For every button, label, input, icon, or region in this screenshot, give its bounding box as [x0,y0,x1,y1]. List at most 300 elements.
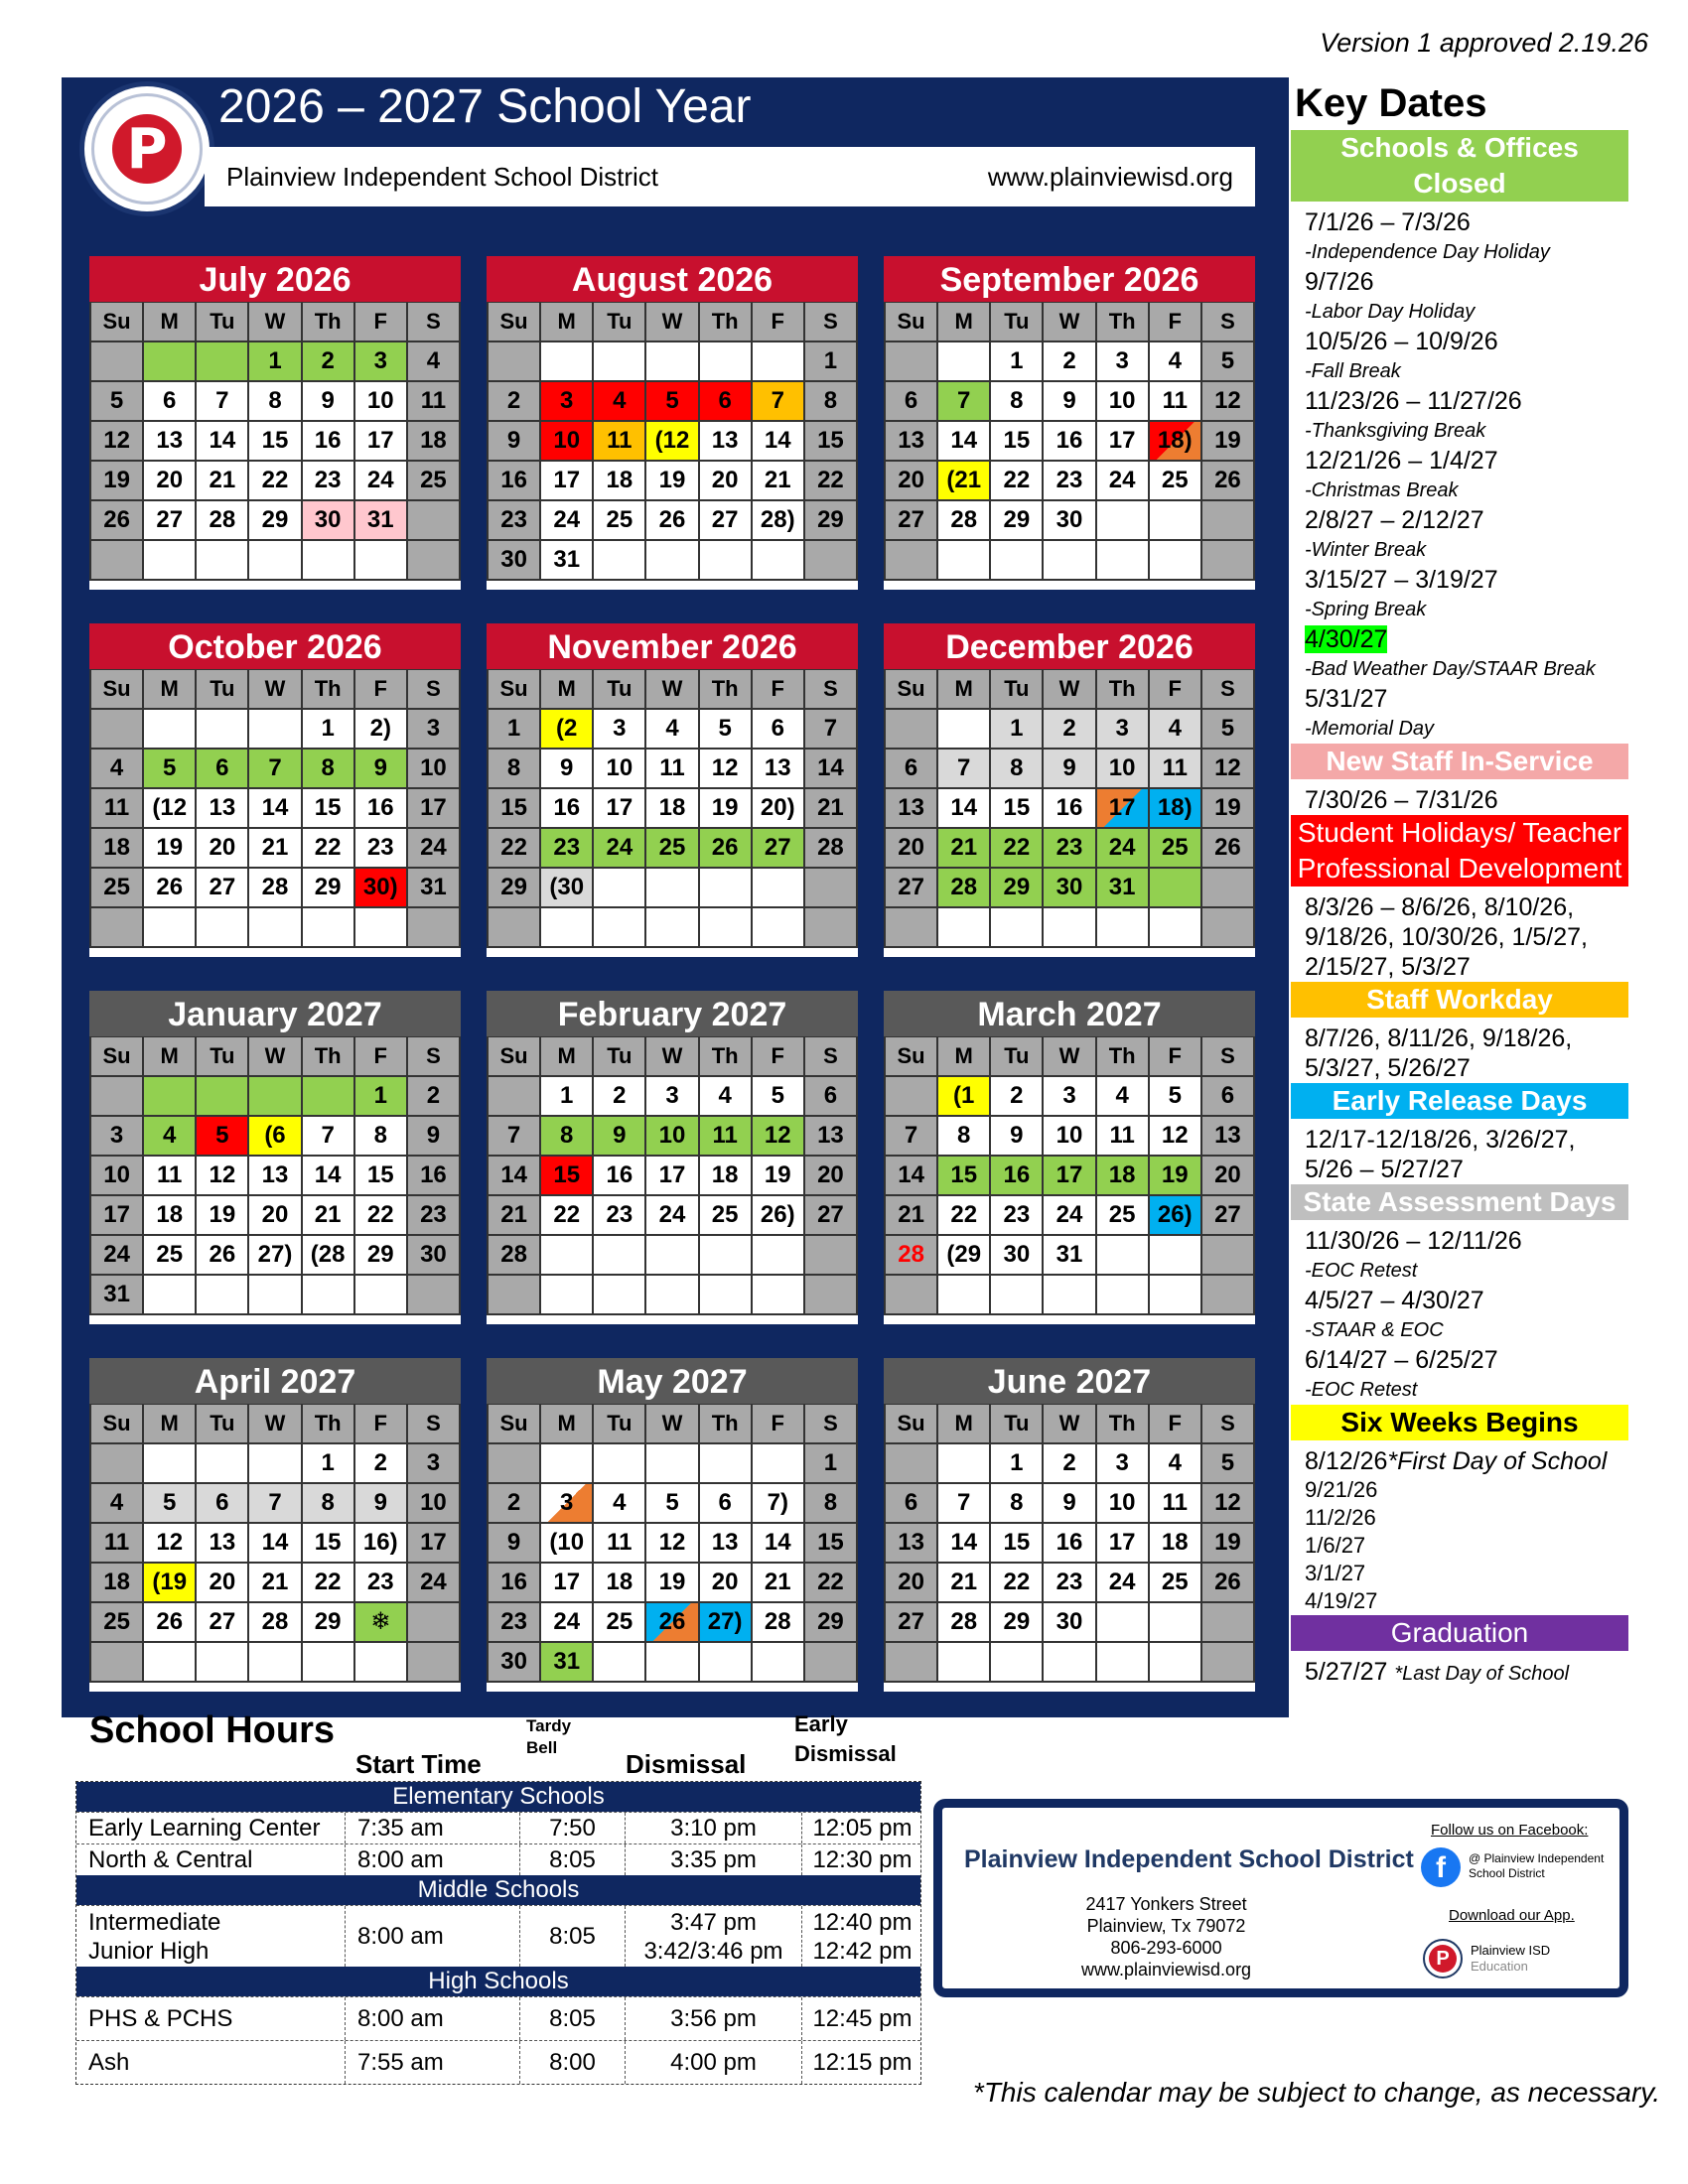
key-date: 12/21/26 – 1/4/27 [1305,447,1498,475]
month-1 [487,256,858,590]
day-header: M [937,669,990,709]
day-cell [143,341,196,381]
month-title: April 2027 [89,1358,461,1404]
day-cell [354,907,407,947]
day-cell [699,1275,752,1314]
day-cell: 3 [354,341,407,381]
day-header: W [1043,669,1095,709]
school-name: Junior High [88,1937,210,1965]
day-cell: 20 [196,828,248,868]
holiday-dates: 8/3/26 – 8/6/26, 8/10/26, 9/18/26, 10/30/26, 1/5/27, 2/15/27, 5/3/27 [1305,893,1588,981]
day-cell: 23 [1043,1563,1095,1602]
early-time: 12:45 pm [801,1997,922,2040]
day-header: Th [302,302,354,341]
day-cell: 11 [1149,381,1201,421]
day-cell [354,1275,407,1314]
day-cell: 14 [885,1156,937,1195]
day-cell: 19 [752,1156,804,1195]
day-cell [540,1235,593,1275]
day-cell: 11 [90,1523,143,1563]
day-cell: 6 [885,381,937,421]
month-title: June 2027 [884,1358,1255,1404]
day-cell: (28 [302,1235,354,1275]
day-cell: 19 [645,461,698,500]
day-cell [593,341,645,381]
day-header: Th [1096,1404,1149,1443]
legend-student-holidays: Student Holidays/ Teacher Professional Development [1291,815,1628,887]
day-cell: 17 [90,1195,143,1235]
day-cell: 4 [1149,1443,1201,1483]
month-grid [487,1404,858,1683]
day-header: Th [699,1036,752,1076]
day-header: Tu [196,1404,248,1443]
day-header: S [407,669,460,709]
contact-name: Plainview Independent School District [964,1845,1414,1873]
day-cell: 5 [752,1076,804,1116]
day-header: Th [1096,669,1149,709]
school-name: PHS & PCHS [88,2004,233,2032]
day-cell: 16 [488,1563,540,1602]
day-header: W [1043,1404,1095,1443]
key-dates-title: Key Dates [1295,81,1487,125]
key-date: 5/31/27 [1305,685,1388,713]
day-cell [1149,540,1201,580]
early-time: 12:42 pm [812,1937,913,1965]
day-cell: 13 [699,1523,752,1563]
legend-state-assessment: State Assessment Days [1291,1184,1628,1220]
day-cell: 29 [990,1602,1043,1642]
day-cell: 7 [302,1116,354,1156]
day-cell: 8 [488,749,540,788]
day-header: Th [302,1404,354,1443]
day-cell: 28 [248,868,301,907]
day-cell [990,1642,1043,1682]
day-cell [645,907,698,947]
day-cell: 4 [1096,1076,1149,1116]
day-header: F [354,1036,407,1076]
day-cell [302,1076,354,1116]
day-cell: 4 [1149,341,1201,381]
day-cell [937,1443,990,1483]
day-header: Su [488,1404,540,1443]
day-cell: 2 [1043,341,1095,381]
day-cell: 27 [196,868,248,907]
day-cell: 11 [1096,1116,1149,1156]
legend-early-release: Early Release Days [1291,1083,1628,1119]
day-cell [1201,540,1254,580]
day-cell: 18 [593,461,645,500]
day-cell: 21 [248,828,301,868]
day-cell [937,1275,990,1314]
day-cell: 3 [540,381,593,421]
key-date-note: -STAAR & EOC [1305,1319,1444,1341]
day-cell [699,1443,752,1483]
day-cell: 8 [302,749,354,788]
day-cell [699,1642,752,1682]
day-cell: 28 [804,828,857,868]
day-cell: 21 [248,1563,301,1602]
month-title: July 2026 [89,256,461,302]
day-cell [1096,500,1149,540]
day-cell: 21 [752,1563,804,1602]
dismissal-time: 3:42/3:46 pm [643,1937,783,1965]
day-cell: 25 [699,1195,752,1235]
early-time: 12:05 pm [801,1813,922,1843]
day-cell: 7 [937,1483,990,1523]
day-cell: 30 [1043,1602,1095,1642]
day-header: Tu [990,1404,1043,1443]
day-cell: 3 [593,709,645,749]
app-info [1471,1943,1550,1975]
day-cell [752,1235,804,1275]
day-cell: 3 [407,1443,460,1483]
day-cell: 11 [90,788,143,828]
day-header: Tu [593,1036,645,1076]
day-header: Su [885,1036,937,1076]
day-cell: 27 [752,828,804,868]
day-cell: 16 [540,788,593,828]
day-cell: 22 [990,1563,1043,1602]
day-cell [90,1642,143,1682]
day-cell: 16 [990,1156,1043,1195]
day-cell [407,1275,460,1314]
day-header: Su [90,302,143,341]
day-cell: 28 [937,1602,990,1642]
day-cell: 10 [645,1116,698,1156]
day-cell: 22 [937,1195,990,1235]
day-cell [196,540,248,580]
day-cell: 26 [645,500,698,540]
day-cell: 17 [1096,1523,1149,1563]
day-cell: 23 [407,1195,460,1235]
key-date-note: -EOC Retest [1305,1260,1418,1282]
day-cell [354,540,407,580]
day-cell: 14 [937,1523,990,1563]
day-header: Tu [196,302,248,341]
day-header: M [937,1404,990,1443]
dismissal-time: 4:00 pm [625,2041,801,2084]
day-cell: 10 [1096,381,1149,421]
day-cell [593,907,645,947]
day-cell [937,907,990,947]
day-cell: 23 [1043,828,1095,868]
facebook-label[interactable]: Follow us on Facebook: [1431,1822,1589,1839]
day-header: F [752,1036,804,1076]
day-cell [990,540,1043,580]
early-time: 12:30 pm [801,1844,922,1875]
six-weeks-date: 9/21/26 [1305,1477,1378,1502]
key-date: 6/14/27 – 6/25/27 [1305,1346,1498,1374]
day-cell: 15 [354,1156,407,1195]
facebook-icon[interactable]: f [1421,1847,1461,1887]
day-header: S [1201,1404,1254,1443]
school-hours-table [75,1781,921,2085]
day-cell: 27 [196,1602,248,1642]
day-cell: 12 [196,1156,248,1195]
day-cell: 25 [593,500,645,540]
day-cell: 2 [407,1076,460,1116]
district-website[interactable]: www.plainviewisd.org [987,161,1233,192]
day-cell: 22 [302,1563,354,1602]
day-cell [1149,1602,1201,1642]
day-cell: ❄ [354,1602,407,1642]
day-cell: (19 [143,1563,196,1602]
day-cell: 8 [302,1483,354,1523]
month-title: September 2026 [884,256,1255,302]
day-cell: 1 [488,709,540,749]
day-cell [90,341,143,381]
day-cell: 21 [196,461,248,500]
day-cell: 28 [937,868,990,907]
day-cell: 16 [1043,788,1095,828]
day-cell: 25 [143,1235,196,1275]
day-cell: 17 [1043,1156,1095,1195]
facebook-handle [1469,1851,1604,1881]
day-cell: 12 [1201,381,1254,421]
day-cell: 20 [143,461,196,500]
day-cell: 7 [196,381,248,421]
day-cell [196,1642,248,1682]
day-header: W [248,1404,301,1443]
workday-dates: 8/7/26, 8/11/26, 9/18/26, 5/3/27, 5/26/27 [1305,1024,1573,1082]
day-cell: 21 [752,461,804,500]
version-note: Version 1 approved 2.19.26 [1320,28,1648,58]
day-cell: 16 [1043,421,1095,461]
day-cell: 19 [1201,421,1254,461]
dismissal-time: 3:10 pm [625,1813,801,1843]
month-title: January 2027 [89,991,461,1036]
day-cell: 20 [804,1156,857,1195]
day-cell: 4 [593,1483,645,1523]
day-cell: 13 [752,749,804,788]
day-cell: 19 [1201,1523,1254,1563]
day-cell: 19 [143,828,196,868]
day-cell [804,540,857,580]
day-cell [143,907,196,947]
day-header: M [540,669,593,709]
day-cell [407,540,460,580]
day-cell: 5 [90,381,143,421]
day-cell: 6 [752,709,804,749]
day-header: S [804,1404,857,1443]
month-11 [884,1358,1255,1692]
day-cell [1149,907,1201,947]
day-cell: 9 [488,421,540,461]
day-cell: 22 [804,1563,857,1602]
footnote: *This calendar may be subject to change, as necessary. [972,2077,1660,2108]
day-cell: 19 [1201,788,1254,828]
day-header: Su [488,1036,540,1076]
day-cell: 28 [488,1235,540,1275]
day-cell: 17 [1096,421,1149,461]
day-cell: 3 [407,709,460,749]
day-cell: 19 [90,461,143,500]
school-name: Intermediate [88,1908,221,1936]
day-cell: 27 [885,1602,937,1642]
day-cell: 24 [593,828,645,868]
day-header: S [804,669,857,709]
day-cell: 15 [804,421,857,461]
day-header: W [645,302,698,341]
day-cell: 24 [1043,1195,1095,1235]
day-header: Su [90,1036,143,1076]
day-cell: 8 [540,1116,593,1156]
day-cell: 29 [354,1235,407,1275]
day-cell: 11 [143,1156,196,1195]
day-cell: 30 [990,1235,1043,1275]
day-cell: 23 [540,828,593,868]
district-logo [79,81,214,216]
day-cell [752,1443,804,1483]
day-cell: 1 [804,1443,857,1483]
day-header: M [143,1036,196,1076]
day-cell: 13 [885,788,937,828]
key-date-note: -Labor Day Holiday [1305,301,1476,323]
app-label[interactable]: Download our App. [1449,1907,1575,1924]
start-time: 8:00 am [345,1997,519,2040]
graduation-date: 5/27/27 [1305,1658,1388,1686]
day-cell: 20 [699,1563,752,1602]
day-cell: 28 [752,1602,804,1642]
tardy-time: 7:50 [519,1813,625,1843]
day-cell: 28 [937,500,990,540]
day-cell: 7 [804,709,857,749]
day-cell: 23 [1043,461,1095,500]
day-cell: (1 [937,1076,990,1116]
day-cell: 26) [752,1195,804,1235]
day-cell: 23 [593,1195,645,1235]
day-cell: 13 [1201,1116,1254,1156]
day-cell: 21 [488,1195,540,1235]
day-cell [937,341,990,381]
graduation-note: *Last Day of School [1394,1663,1570,1685]
day-cell [804,868,857,907]
six-weeks-date: 4/19/27 [1305,1588,1378,1613]
day-cell [196,1443,248,1483]
day-cell: 3 [1096,341,1149,381]
district-bar [205,147,1255,206]
day-cell [407,907,460,947]
day-cell: 17 [354,421,407,461]
day-cell [1149,500,1201,540]
day-header: W [645,1404,698,1443]
day-cell: 6 [196,749,248,788]
day-cell: 25 [1149,461,1201,500]
day-cell [937,1642,990,1682]
day-cell: 13 [804,1116,857,1156]
day-cell: 7 [752,381,804,421]
day-cell: 31 [407,868,460,907]
six-weeks-list [1291,1476,1628,1615]
high-rows [76,1996,920,2084]
day-cell: 23 [354,828,407,868]
day-header: Th [1096,302,1149,341]
day-cell: 30 [302,500,354,540]
first-day-date: 8/12/26 [1305,1447,1388,1475]
day-header: S [1201,669,1254,709]
day-cell: 26 [143,868,196,907]
month-5 [884,623,1255,957]
day-cell [1096,540,1149,580]
day-cell [1043,1275,1095,1314]
day-cell: 5 [196,1116,248,1156]
day-cell: 16 [407,1156,460,1195]
day-cell: 6 [885,749,937,788]
header-tardy-bell: Tardy Bell [526,1716,572,1757]
start-time: 8:00 am [345,1906,519,1967]
day-cell [143,540,196,580]
day-cell: 19 [196,1195,248,1235]
day-cell: 11 [1149,749,1201,788]
day-cell: 14 [937,421,990,461]
day-cell [248,1642,301,1682]
day-cell [1043,1642,1095,1682]
six-weeks-date: 11/2/26 [1305,1505,1376,1530]
day-cell: 1 [354,1076,407,1116]
day-header: F [752,302,804,341]
day-cell: 27 [143,500,196,540]
month-2 [884,256,1255,590]
early-release-dates: 12/17-12/18/26, 3/26/27, 5/26 – 5/27/27 [1305,1126,1576,1183]
day-cell [885,1443,937,1483]
day-header: F [752,669,804,709]
app-icon-letter: P [1429,1945,1457,1973]
day-cell: 23 [990,1195,1043,1235]
day-cell [196,341,248,381]
day-header: Th [699,669,752,709]
day-cell: 23 [302,461,354,500]
day-cell: 8 [990,381,1043,421]
day-header: M [143,302,196,341]
contact-website[interactable]: www.plainviewisd.org [1081,1960,1252,1979]
day-cell: 18) [1149,788,1201,828]
day-cell: 27) [699,1602,752,1642]
day-header: F [354,669,407,709]
day-cell [699,341,752,381]
day-cell [699,907,752,947]
school-name: Ash [88,2048,130,2076]
day-cell: 26 [143,1602,196,1642]
day-cell: 16 [302,421,354,461]
day-header: W [248,302,301,341]
day-header: Tu [990,669,1043,709]
dismissal-time: 3:56 pm [625,1997,801,2040]
day-cell: 26 [196,1235,248,1275]
key-date: 11/23/26 – 11/27/26 [1305,387,1522,415]
day-cell: 9 [593,1116,645,1156]
middle-header: Middle Schools [76,1875,920,1905]
first-day-note: *First Day of School [1387,1447,1608,1475]
day-cell: 29 [488,868,540,907]
start-time: 8:00 am [345,1844,519,1875]
day-cell [488,1275,540,1314]
day-cell: 22 [804,461,857,500]
day-cell [1043,907,1095,947]
day-cell: 30 [407,1235,460,1275]
day-cell: 28 [196,500,248,540]
day-cell [885,341,937,381]
month-grid [884,302,1255,581]
early-time: 12:40 pm [812,1908,913,1936]
key-date: 10/5/26 – 10/9/26 [1305,328,1498,355]
day-cell: 5 [645,381,698,421]
assessment-list [1291,1226,1628,1405]
facebook-handle-line2: School District [1469,1866,1545,1880]
app-icon[interactable] [1423,1939,1463,1979]
day-cell: 1 [248,341,301,381]
day-cell: 18 [90,1563,143,1602]
key-date-note: -Memorial Day [1305,718,1435,740]
